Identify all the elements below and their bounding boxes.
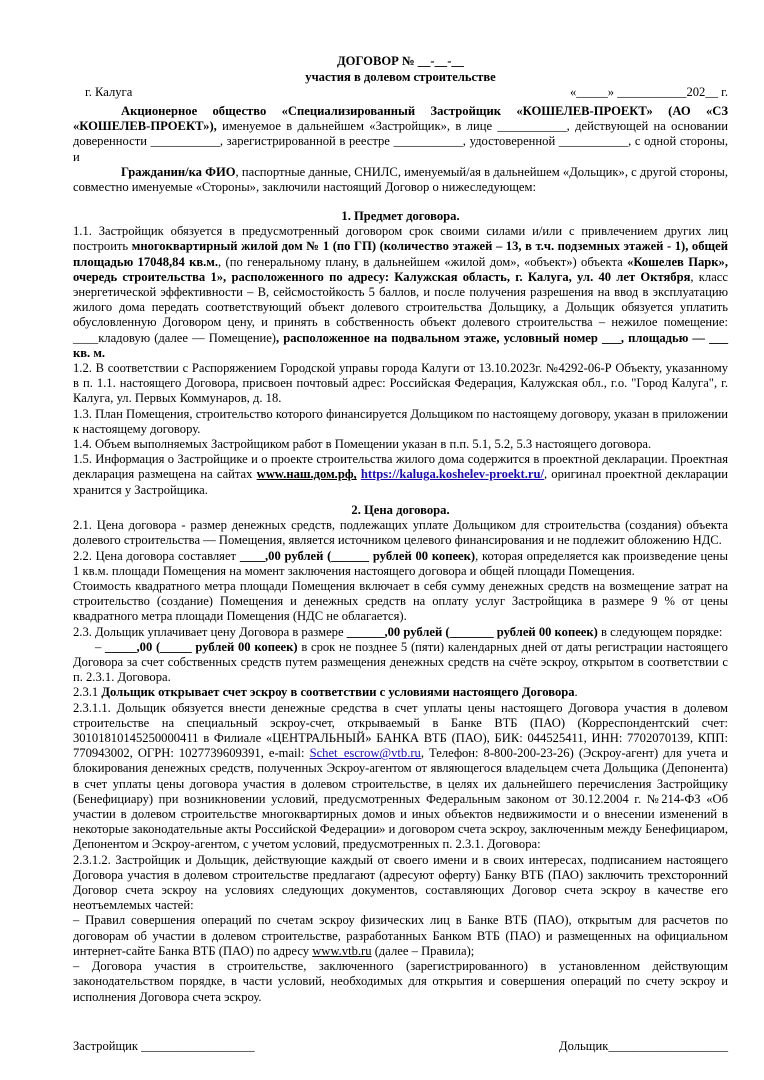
developer-name: Акционерное общество «Специализированный Застройщик «КОШЕЛЕВ-ПРОЕКТ» (АО «СЗ «КОШЕЛЕВ-ПРОЕКТ»), — [73, 104, 728, 134]
clause-2-2: 2.2. Цена договора составляет ____,00 рублей (______ рублей 00 копеек), которая определяется как произведение цены 1 кв.м. площади Помещения на момент заключения настоящего договора и общей площади Помещения. — [73, 548, 728, 578]
section-2 — [73, 503, 728, 1005]
link-nash-dom[interactable]: www.наш.дом.рф, — [256, 467, 357, 482]
clause-2-3-1: 2.3.1 Дольщик открывает счет эскроу в соответствии с условиями настоящего Договора. — [73, 685, 578, 700]
developer-signature: Застройщик __________________ — [73, 1039, 255, 1053]
contract-title: ДОГОВОР № __-__-__ — [337, 54, 464, 68]
clause-2-3-1-1: 2.3.1.1. Дольщик обязуется внести денежные средства в счет уплаты цены настоящего Договора участия в долевом строительстве на специальный эскроу-счет, открываемый в Банке ВТБ (ПАО) (Корреспондентский счет: 30101810145250000411 в Филиале «ЦЕНТРАЛЬНЫЙ» БАНКА ВТБ (ПАО), БИК: 044525411, ИНН: 7702070139, КПП: 770943002, ОГРН: 1027739609391, e-mail: Schet_escrow@vtb.ru, Телефон: 8-800-200-23-26) (Эскроу-агент) для учета и блокирования денежных средств, полученных Эскроу-агентом от являющегося владельцем счета Дольщика (Депонента) в счет уплаты цены договора участия в долевом строительстве, в целях их дальнейшего перечисления Застройщику (Бенефициару) при возникновении условий, предусмотренных Федеральным законом от 30.12.2004 г. №214-ФЗ «Об участии в долевом строительстве многоквартирных домов и иных объектов недвижимости и о внесении изменений в некоторые законодательные акты Российской Федерации» и договором счета эскроу, заключенным между Бенефициаром, Депонентом и Эскроу-агентом, с учетом условий, предусмотренных п. 2.3.1. Договора: — [73, 700, 729, 852]
clause-2-2-sqm: Стоимость квадратного метра площади Помещения включает в себя сумму денежных средств на возмещение затрат на строительство (создание) Помещения и денежных средств на оплату услуг Застройщика в размере 9 % от цены квадратного метра площади Помещения (НДС не облагается). — [73, 579, 728, 624]
clause-2-1: 2.1. Цена договора - размер денежных средств, подлежащих уплате Дольщиком для строительства (создания) объекта долевого строительства — Помещения, является источником целевого финансирования и не подлежит обложению НДС. — [73, 518, 728, 548]
list-item-rules: – Правил совершения операций по счетам эскроу физических лиц в Банке ВТБ (ПАО), открытым для расчетов по договорам об участии в долевом строительстве, разработанных Банком ВТБ (ПАО) и размещенных на официальном интернет-сайте Банка ВТБ (ПАО) по адресу www.vtb.ru (далее – Правила); — [73, 913, 728, 958]
list-item-contract: – Договора участия в строительстве, заключенного (зарегистрированного) в установленном действующим законодательством порядке, в части условий, необходимых для открытия и совершения операций по счету эскроу и исполнения Договора счета эскроу. — [73, 959, 728, 1004]
section-1 — [73, 209, 728, 498]
shareholder-name: Гражданин/ка ФИО — [121, 164, 236, 179]
clause-2-3-payment: – _____,00 (_____ рублей 00 копеек) в срок не позднее 5 (пяти) календарных дней от даты регистрации настоящего Договора за счет собственных средств путем размещения денежных средств на счёте эскроу, открытом в соответствии с п. 2.3.1. Договора. — [73, 639, 728, 685]
section-2-heading: 2. Цена договора. — [351, 503, 450, 517]
link-koshelev-proekt[interactable]: https://kaluga.koshelev-proekt.ru/ — [360, 467, 544, 482]
clause-1-4: 1.4. Объем выполняемых Застройщиком работ в Помещении указан в п.п. 5.1, 5.2, 5.3 настоящего договора. — [73, 437, 652, 452]
vtb-link[interactable]: www.vtb.ru — [312, 943, 372, 958]
city: г. Калуга — [85, 85, 133, 99]
clause-1-5: 1.5. Информация о Застройщике и о проекте строительства жилого дома содержится в проектной декларации. Проектная декларация размещена на сайтах www.наш.дом.рф, https://kaluga.koshelev-proekt.ru/, оригинал проектной декларации хранится у Застройщика. — [73, 452, 728, 497]
contract-date: «_____» ___________202__ г. — [569, 85, 728, 99]
escrow-email-link[interactable]: Schet_escrow@vtb.ru — [309, 746, 421, 761]
clause-1-3: 1.3. План Помещения, строительство которого финансируется Дольщиком по настоящему договору, указан в приложении к настоящему договору. — [73, 406, 728, 436]
clause-2-3-1-2: 2.3.1.2. Застройщик и Дольщик, действующие каждый от своего имени и в своих интересах, подписанием настоящего Договора участия в долевом строительстве предлагают (адресуют оферту) Банку ВТБ (ПАО) заключить трехсторонний Договор счета эскроу на условиях следующих документов, составляющих Договор счета эскроу в качестве его неотъемлемых частей: — [73, 852, 728, 913]
preamble — [73, 104, 728, 195]
clause-1-1: 1.1. Застройщик обязуется в предусмотренный договором срок своими силами и/или с привлечением других лиц построить многоквартирный жилой дом № 1 (по ГП) (количество этажей – 13, в т.ч. подземных этажей - 1), общей площадью 17048,84 кв.м., (по генеральному плану, в дальнейшем «жилой дом», «объект») объекта «Кошелев Парк», очередь строительства 1», расположенного по адресу: Калужская область, г. Калуга, ул. 40 лет Октября, класс энергетической эффективности – В, сейсмостойкость 5 баллов, и после получения разрешения на ввод в эксплуатацию жилого дома передать соответствующий объект долевого строительства Дольщику, а Дольщик обязуется уплатить обусловленную Договором цену, и принять в собственность объект долевого строительства – нежилое помещение: ____кладовую (далее — Помещение), расположенное на подвальном этаже, условный номер ___, площадью — ___ кв. м. — [73, 224, 729, 360]
developer-paragraph: Акционерное общество «Специализированный Застройщик «КОШЕЛЕВ-ПРОЕКТ» (АО «СЗ «КОШЕЛЕВ-ПРОЕКТ»), именуемое в дальнейшем «Застройщик», в лице ___________, действующей на основании доверенности ___________, зарегистрированной в реестре ___________, удостоверенной ___________, с одной стороны, и — [73, 104, 728, 164]
contract-subtitle: участия в долевом строительстве — [305, 70, 496, 84]
clause-1-2: 1.2. В соответствии с Распоряжением Городской управы города Калуги от 13.10.2023г. №4292-06-Р Объекту, указанному в п. 1.1. настоящего Договора, присвоен почтовый адрес: Российская Федерация, Калужская обл., г.о. "Город Калуга", г. Калуга, ул. Первых Коммунаров, д. 18. — [73, 361, 728, 406]
shareholder-signature: Дольщик___________________ — [559, 1039, 728, 1053]
section-1-heading: 1. Предмет договора. — [341, 209, 460, 223]
clause-2-3: 2.3. Дольщик уплачивает цену Договора в размере ______,00 рублей (_______ рублей 00 копеек) в следующем порядке: — [73, 624, 723, 639]
shareholder-paragraph: Гражданин/ка ФИО, паспортные данные, СНИЛС, именуемый/ая в дальнейшем «Дольщик», с другой стороны, совместно именуемые «Стороны», заключили настоящий Договор о нижеследующем: — [73, 164, 728, 195]
